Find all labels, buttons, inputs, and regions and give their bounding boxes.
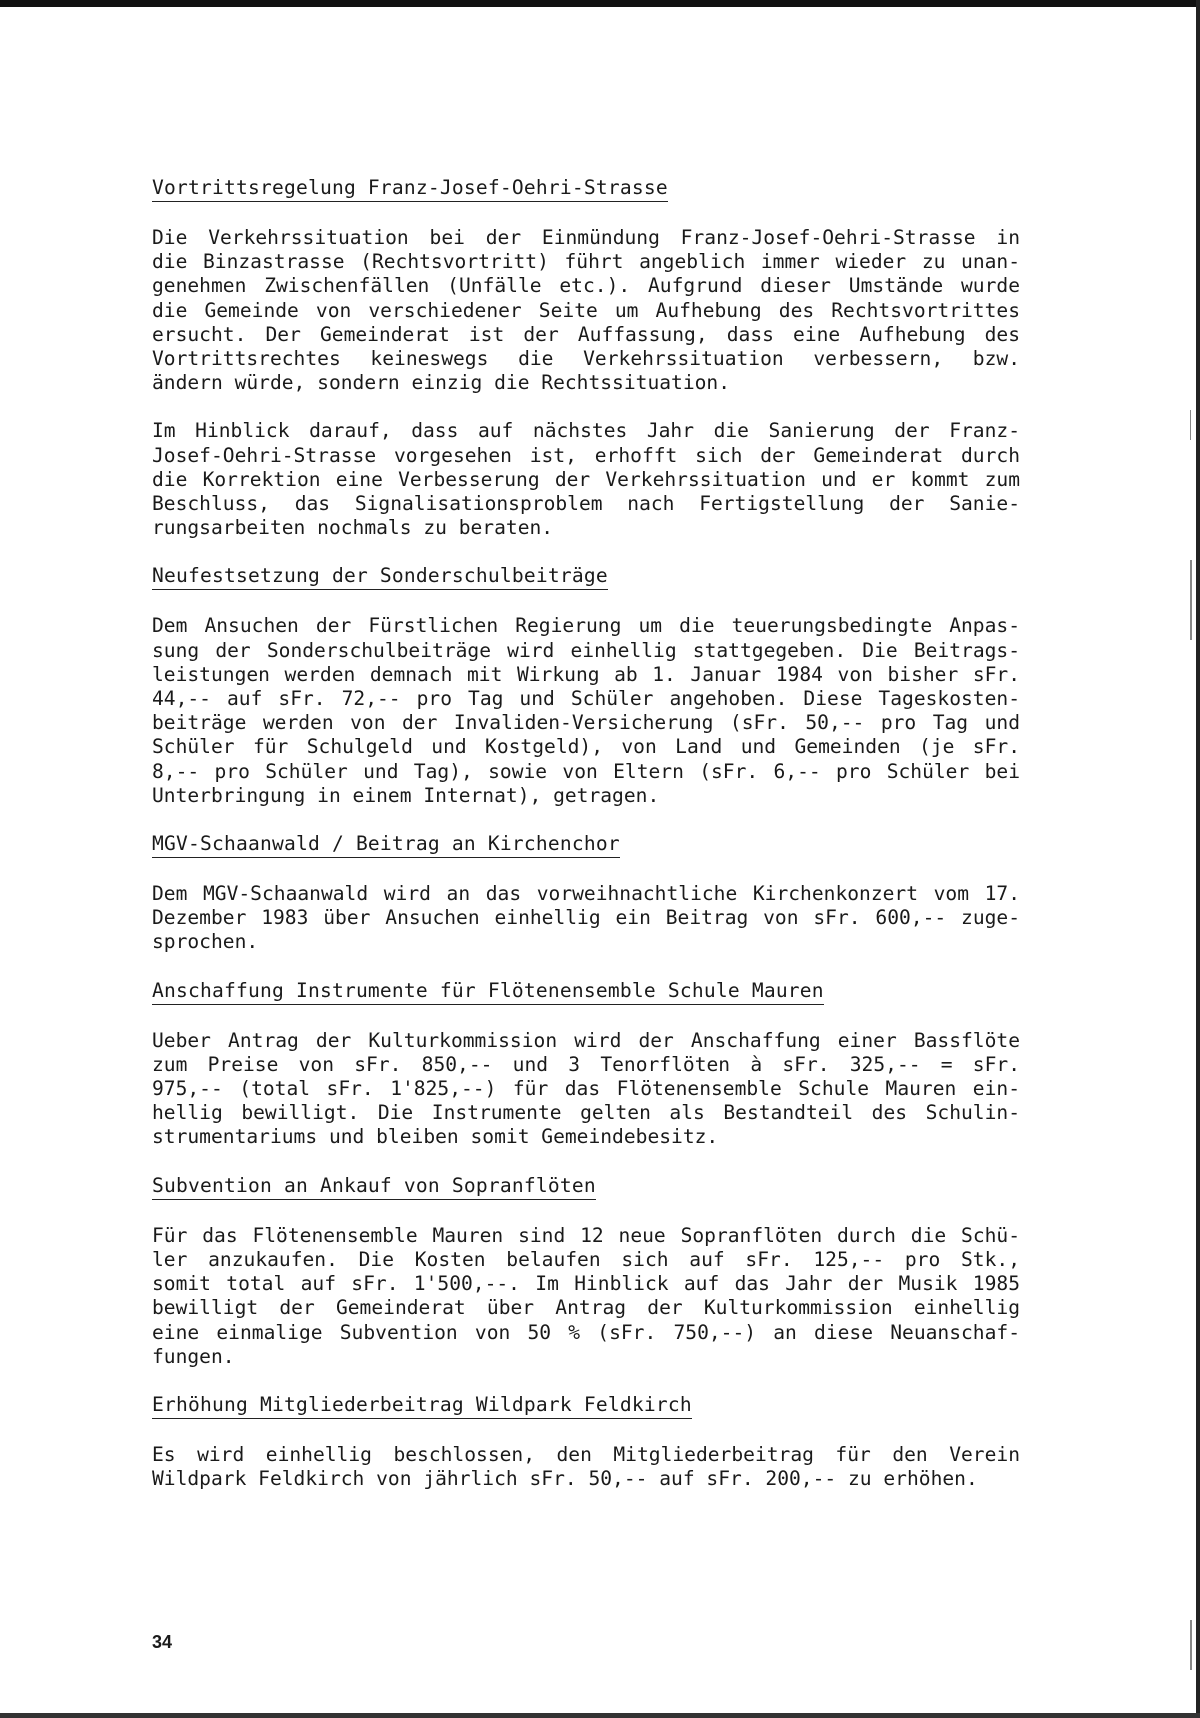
text-line: ersucht. Der Gemeinderat ist der Auffassung, dass eine Aufhebung des — [152, 322, 1020, 346]
text-line: zum Preise von sFr. 850,-- und 3 Tenorflöten à sFr. 325,-- = sFr. — [152, 1052, 1020, 1076]
section-instrumente-floetenensemble — [152, 979, 1020, 1150]
text-line: beiträge werden von der Invaliden-Versicherung (sFr. 50,-- pro Tag und — [152, 711, 1020, 735]
text-line: Die Verkehrssituation bei der Einmündung Franz-Josef-Oehri-Strasse in — [152, 226, 1020, 249]
section-heading: MGV-Schaanwald / Beitrag an Kirchenchor — [152, 832, 620, 858]
text-line: Josef-Oehri-Strasse vorgesehen ist, erhofft sich der Gemeinderat durch — [152, 443, 1020, 467]
document-page — [152, 176, 1020, 1515]
text-line: Wildpark Feldkirch von jährlich sFr. 50,-- auf sFr. 200,-- zu erhöhen. — [152, 1467, 978, 1491]
text-line: strumentariums und bleiben somit Gemeindebesitz. — [152, 1125, 719, 1149]
text-line: eine einmalige Subvention von 50 % (sFr. 750,--) an diese Neuanschaf- — [152, 1320, 1020, 1344]
section-heading: Vortrittsregelung Franz-Josef-Oehri-Strasse — [152, 176, 668, 202]
text-line: genehmen Zwischenfällen (Unfälle etc.). Aufgrund dieser Umstände wurde — [152, 274, 1020, 298]
paragraph — [152, 882, 1020, 955]
page-number: 34 — [152, 1632, 173, 1652]
paragraph — [152, 614, 1020, 808]
text-line: fungen. — [152, 1344, 235, 1368]
text-line: Schüler für Schulgeld und Kostgeld), von Land und Gemeinden (je sFr. — [152, 735, 1020, 759]
text-line: 975,-- (total sFr. 1'825,--) für das Flötenensemble Schule Mauren ein- — [152, 1077, 1020, 1101]
text-line: Dem MGV-Schaanwald wird an das vorweihnachtliche Kirchenkonzert vom 17. — [152, 882, 1020, 906]
scan-top-edge — [0, 0, 1200, 7]
scan-right-edge — [1196, 0, 1200, 1718]
text-line: rungsarbeiten nochmals zu beraten. — [152, 516, 554, 540]
section-sonderschulbeitraege — [152, 564, 1020, 808]
section-vortrittsregelung — [152, 176, 1020, 540]
paragraph — [152, 1443, 1020, 1491]
text-line: 8,-- pro Schüler und Tag), sowie von Eltern (sFr. 6,-- pro Schüler bei — [152, 759, 1020, 783]
text-line: Es wird einhellig beschlossen, den Mitgliederbeitrag für den Verein — [152, 1442, 1020, 1466]
text-line: bewilligt der Gemeinderat über Antrag der Kulturkommission einhellig — [152, 1296, 1020, 1320]
margin-mark — [1190, 560, 1192, 640]
text-line: die Binzastrasse (Rechtsvortritt) führt angeblich immer wieder zu unan- — [152, 250, 1020, 274]
text-line: sung der Sonderschulbeiträge wird einhellig stattgegeben. Die Beitrags- — [152, 638, 1020, 662]
text-line: somit total auf sFr. 1'500,--. Im Hinblick auf das Jahr der Musik 1985 — [152, 1272, 1020, 1296]
text-line: die Korrektion eine Verbesserung der Verkehrssituation und er kommt zum — [152, 467, 1020, 491]
text-line: Unterbringung in einem Internat), getragen. — [152, 783, 660, 807]
section-heading: Subvention an Ankauf von Sopranflöten — [152, 1174, 596, 1200]
section-heading: Neufestsetzung der Sonderschulbeiträge — [152, 564, 608, 590]
text-line: 44,-- auf sFr. 72,-- pro Tag und Schüler angehoben. Diese Tageskosten- — [152, 687, 1020, 711]
text-line: ändern würde, sondern einzig die Rechtssituation. — [152, 371, 731, 395]
paragraph — [152, 419, 1020, 540]
section-mgv-schaanwald — [152, 832, 1020, 955]
text-line: Beschluss, das Signalisationsproblem nach Fertigstellung der Sanie- — [152, 492, 1020, 516]
text-line: ler anzukaufen. Die Kosten belaufen sich auf sFr. 125,-- pro Stk., — [152, 1247, 1020, 1271]
text-line: sprochen. — [152, 930, 259, 954]
scan-bottom-edge — [0, 1713, 1200, 1718]
paragraph — [152, 1029, 1020, 1150]
paragraph — [152, 1224, 1020, 1369]
text-line: Dem Ansuchen der Fürstlichen Regierung um die teuerungsbedingte Anpas- — [152, 614, 1020, 638]
text-line: hellig bewilligt. Die Instrumente gelten als Bestandteil des Schulin- — [152, 1101, 1020, 1125]
section-heading: Erhöhung Mitgliederbeitrag Wildpark Feldkirch — [152, 1393, 692, 1419]
text-line: Ueber Antrag der Kulturkommission wird der Anschaffung einer Bassflöte — [152, 1028, 1020, 1052]
text-line: Für das Flötenensemble Mauren sind 12 neue Sopranflöten durch die Schü- — [152, 1223, 1020, 1247]
margin-mark — [1190, 410, 1191, 440]
text-line: Im Hinblick darauf, dass auf nächstes Jahr die Sanierung der Franz- — [152, 419, 1020, 443]
text-line: Vortrittsrechtes keineswegs die Verkehrssituation verbessern, bzw. — [152, 347, 1020, 371]
text-line: Dezember 1983 über Ansuchen einhellig ein Beitrag von sFr. 600,-- zuge- — [152, 906, 1020, 930]
margin-mark — [1190, 1620, 1192, 1670]
section-mitgliederbeitrag-wildpark — [152, 1393, 1020, 1491]
text-line: die Gemeinde von verschiedener Seite um Aufhebung des Rechtsvortrittes — [152, 298, 1020, 322]
section-subvention-sopranfloeten — [152, 1174, 1020, 1369]
paragraph — [152, 226, 1020, 395]
text-line: leistungen werden demnach mit Wirkung ab 1. Januar 1984 von bisher sFr. — [152, 662, 1020, 686]
section-heading: Anschaffung Instrumente für Flötenensemble Schule Mauren — [152, 979, 824, 1005]
